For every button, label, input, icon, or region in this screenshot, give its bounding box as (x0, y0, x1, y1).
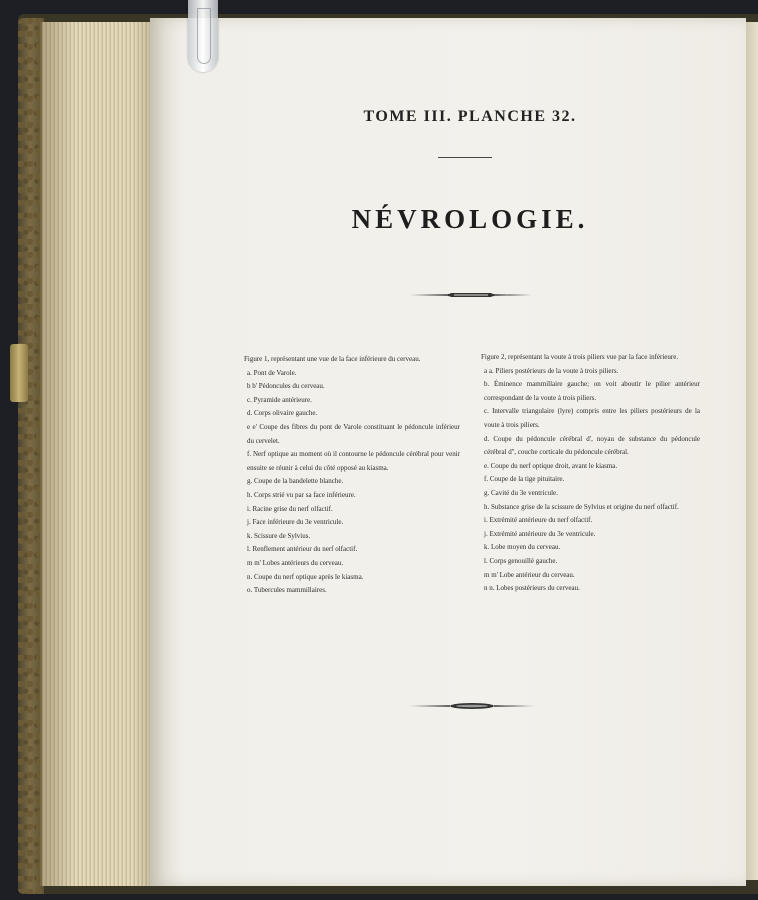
legend-item: c. Pyramide antérieure. (247, 395, 312, 404)
ornament-divider-top (410, 290, 532, 300)
legend-item: k. Lobe moyen du cerveau. (484, 543, 561, 552)
legend-item: d. Coupe du pédoncule cérébral d', noyau de substance du pédoncule cérébral d'', couche corticale du pédoncule cérébral. (484, 434, 700, 457)
ornament-divider-bottom (410, 700, 534, 712)
facing-page-edge (744, 22, 758, 880)
legend-item: l. Corps genouillé gauche. (484, 556, 558, 565)
page-block-shade (40, 22, 156, 886)
legend-item: a a. Piliers postérieurs de la voute à trois piliers. (484, 366, 619, 375)
page-title: NÉVROLOGIE. (351, 204, 589, 234)
legend-item: b. Éminence mammillaire gauche; on voit aboutir le pilier antérieur correspondant de la voute à trois piliers. (484, 380, 700, 402)
right-legend-column (481, 351, 700, 596)
legend-item: c. Intervalle triangulaire (lyre) compris entre les piliers postérieurs de la voute à trois piliers. (484, 407, 700, 429)
legend-item: f. Nerf optique au moment où il contourne le pédoncule cérébral pour venir ensuite se réunir à celui du côté opposé au kiasma. (247, 450, 460, 472)
legend-figure-heading: Figure 1, représentant une vue de la face inférieure du cerveau. (244, 355, 421, 363)
legend-item: e. Coupe du nerf optique droit, avant le kiasma. (484, 461, 618, 470)
legend-item: h. Corps strié vu par sa face inférieure. (247, 490, 356, 499)
legend-item: j. Face inférieure du 3e ventricule. (247, 518, 344, 527)
legend-item: h. Substance grise de la scissure de Sylvius et origine du nerf olfactif. (484, 502, 679, 511)
legend-item: l. Renflement antérieur du nerf olfactif. (247, 545, 358, 554)
legend-item: g. Coupe de la bandelette blanche. (247, 477, 344, 486)
legend-item: a. Pont de Varole. (247, 368, 297, 377)
bookmark-clip (188, 0, 218, 72)
legend-figure-heading: Figure 2, représentant la voute à trois piliers vue par la face inférieure. (481, 353, 679, 361)
legend-item: f. Coupe de la tige pituitaire. (484, 475, 565, 484)
legend-item: m m' Lobes antérieurs du cerveau. (247, 558, 344, 567)
legend-item: b b' Pédoncules du cerveau. (247, 382, 325, 391)
legend-item: n. Coupe du nerf optique après le kiasma. (247, 572, 364, 581)
legend-item: m m' Lobe antérieur du cerveau. (484, 570, 575, 579)
legend-item: j. Extrémité antérieure du 3e ventricule. (484, 529, 596, 538)
legend-item: i. Racine grise du nerf olfactif. (247, 504, 333, 513)
legend-item: i. Extrémité antérieure du nerf olfactif. (484, 516, 593, 525)
title-divider (438, 157, 492, 158)
left-legend-column (244, 353, 460, 598)
legend-item: d. Corps olivaire gauche. (247, 409, 318, 418)
plate-title: TOME III. PLANCHE 32. (363, 108, 577, 125)
legend-item: g. Cavité du 3e ventricule. (484, 488, 558, 497)
book-clasp (10, 344, 28, 402)
legend-item: o. Tubercules mammillaires. (247, 586, 327, 595)
legend-item: n n. Lobes postérieurs du cerveau. (484, 584, 580, 593)
legend-item: e e' Coupe des fibres du pont de Varole constituant le pédoncule inférieur du cervelet. (247, 422, 460, 445)
legend-item: k. Scissure de Sylvius. (247, 531, 311, 540)
